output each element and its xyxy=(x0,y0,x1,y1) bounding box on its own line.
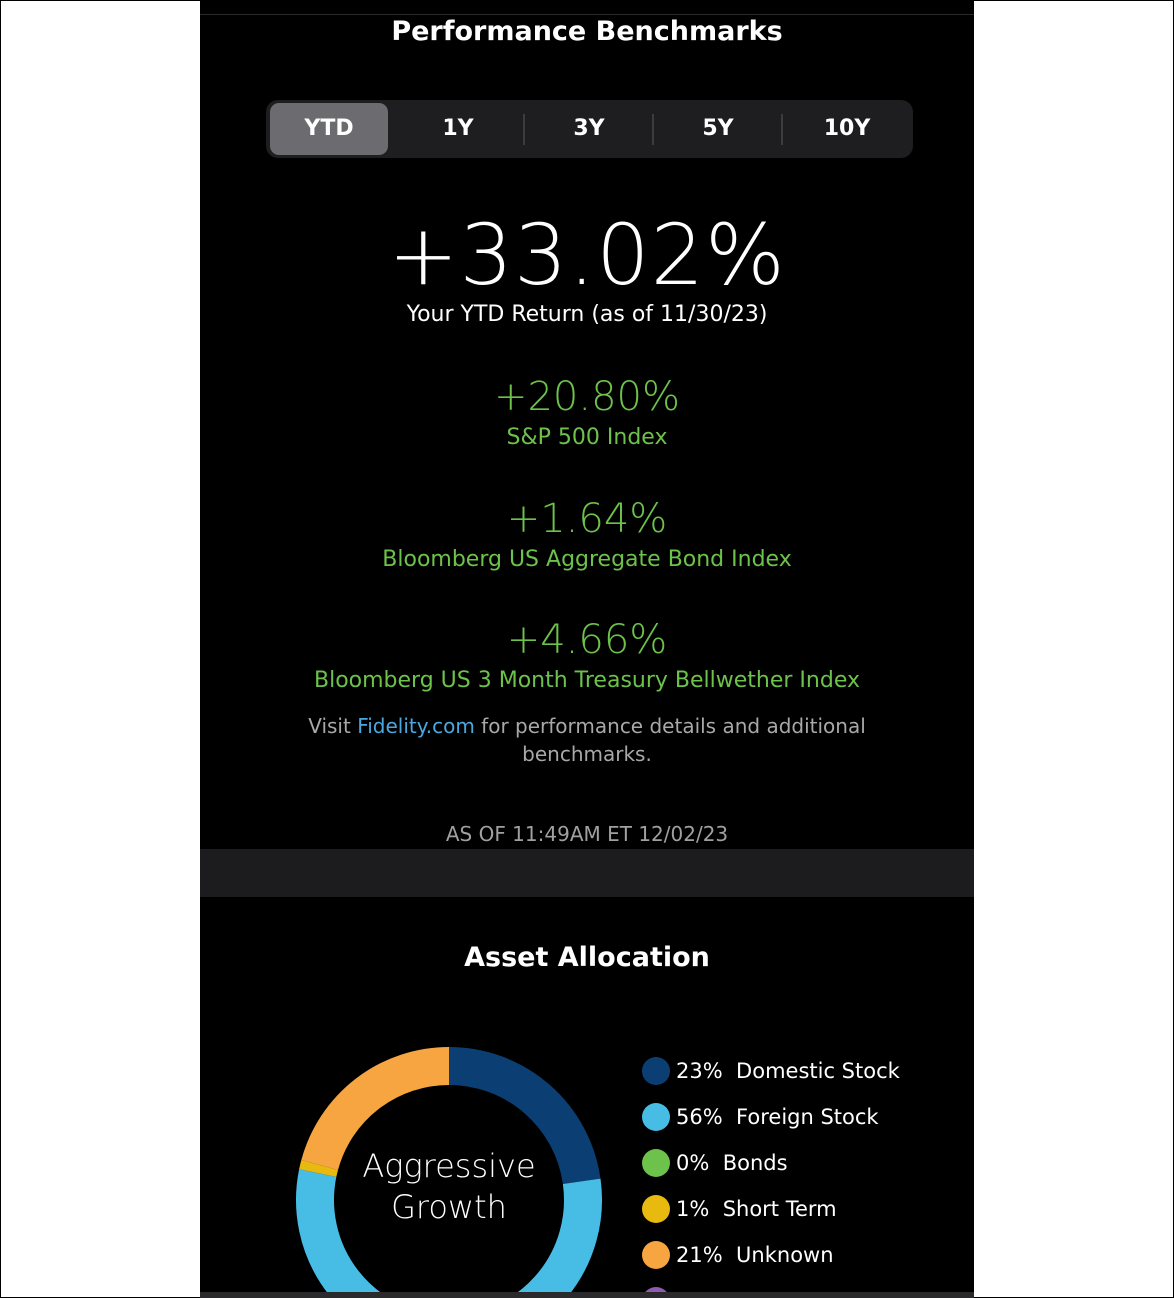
tab-5y[interactable]: 5Y xyxy=(702,116,734,141)
legend-label xyxy=(676,1197,837,1221)
donut-center-line1: Aggressive xyxy=(362,1147,536,1185)
top-divider xyxy=(200,14,974,15)
as-of-timestamp: AS OF 11:49AM ET 12/02/23 xyxy=(445,822,729,846)
benchmark-name-aggregate-bond: Bloomberg US Aggregate Bond Index xyxy=(382,547,792,572)
benchmark-name-sp500: S&P 500 Index xyxy=(506,425,668,450)
legend-dot xyxy=(642,1241,670,1269)
legend-label xyxy=(676,1151,788,1175)
benchmark-value-aggregate-bond: +1.64% xyxy=(506,496,668,542)
legend-percent: 56% xyxy=(676,1105,723,1129)
legend-label xyxy=(676,1059,900,1083)
benchmark-value-treasury: +4.66% xyxy=(506,617,668,663)
legend-dot xyxy=(642,1057,670,1085)
your-return-caption: Your YTD Return (as of 11/30/23) xyxy=(406,302,768,327)
benchmark-note xyxy=(290,712,884,768)
legend-percent: 23% xyxy=(676,1059,723,1083)
allocation-title: Asset Allocation xyxy=(464,942,710,973)
section-divider-band xyxy=(200,849,974,897)
fidelity-link[interactable]: Fidelity.com xyxy=(357,714,475,738)
legend-category: Domestic Stock xyxy=(736,1059,900,1083)
note-prefix: Visit xyxy=(308,714,358,738)
note-suffix: for performance details and additional benchmarks. xyxy=(474,714,866,766)
legend-dot xyxy=(642,1195,670,1223)
legend-category: Bonds xyxy=(722,1151,788,1175)
legend-label xyxy=(676,1243,834,1267)
legend-percent: 1% xyxy=(676,1197,710,1221)
legend-category: Unknown xyxy=(736,1243,834,1267)
donut-center-line2: Growth xyxy=(391,1188,507,1226)
tab-ytd[interactable]: YTD xyxy=(270,103,388,155)
legend-label xyxy=(676,1105,879,1129)
legend-dot xyxy=(642,1103,670,1131)
bottom-edge-bar xyxy=(200,1292,974,1298)
app-screen xyxy=(200,0,974,1298)
period-tabs xyxy=(266,100,913,158)
benchmark-name-treasury: Bloomberg US 3 Month Treasury Bellwether Index xyxy=(313,668,860,693)
legend-category: Short Term xyxy=(722,1197,837,1221)
tab-3y[interactable]: 3Y xyxy=(573,116,605,141)
legend-dot xyxy=(642,1149,670,1177)
your-return-value: +33.02% xyxy=(388,206,786,304)
performance-title: Performance Benchmarks xyxy=(391,16,783,47)
legend-category: Foreign Stock xyxy=(736,1105,879,1129)
donut-slice-short-term xyxy=(318,1165,320,1173)
tab-10y[interactable]: 10Y xyxy=(823,116,871,141)
legend-percent: 0% xyxy=(676,1151,710,1175)
legend-percent: 21% xyxy=(676,1243,723,1267)
benchmark-value-sp500: +20.80% xyxy=(493,374,681,420)
allocation-donut-chart xyxy=(294,1030,606,1298)
tab-1y[interactable]: 1Y xyxy=(442,116,474,141)
